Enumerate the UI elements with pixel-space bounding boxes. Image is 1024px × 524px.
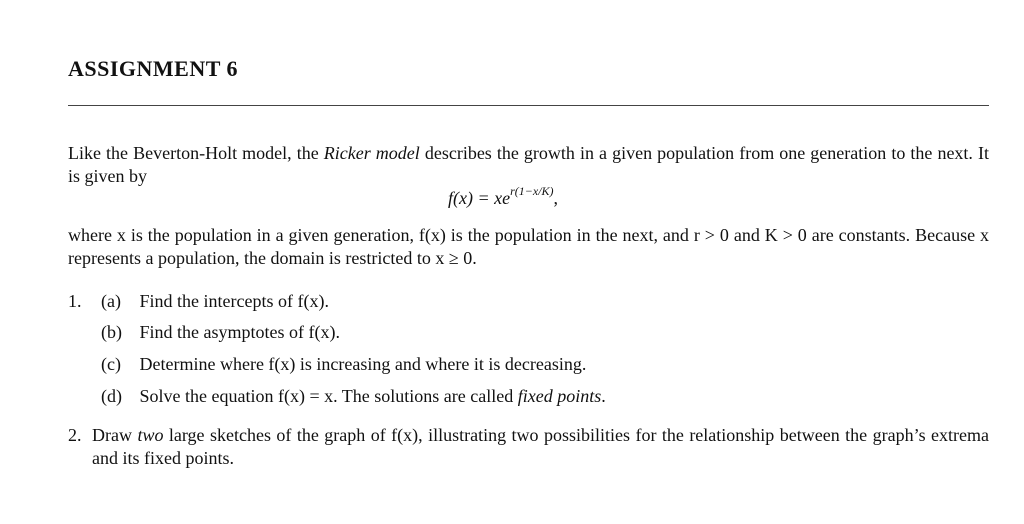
question-1c-text: Determine where f(x) is increasing and where it is decreasing. <box>139 354 587 374</box>
definitions-paragraph: where x is the population in a given generation, f(x) is the population in the next, and r > 0 and K > 0 are constants. Because x represents a population, the domain is restricted to x ≥ 0. <box>68 225 989 268</box>
title-divider <box>68 105 989 106</box>
question-1a <box>101 290 329 313</box>
two-term: two <box>137 425 164 445</box>
question-1a-label: (a) <box>101 291 121 311</box>
question-1d-tail: . <box>601 386 606 406</box>
question-1b-label: (b) <box>101 322 122 342</box>
question-1d <box>101 385 606 408</box>
page-title: ASSIGNMENT 6 <box>68 56 239 81</box>
question-1c <box>101 353 586 376</box>
question-1c-label: (c) <box>101 354 121 374</box>
question-1b-text: Find the asymptotes of f(x). <box>139 322 340 342</box>
intro-text-2: describes the growth in a given population from one generation to the next. It is given by <box>68 143 989 186</box>
question-2-text-after: large sketches of the graph of f(x), illustrating two possibilities for the relationship between the graph’s extrema and its fixed points. <box>92 425 989 468</box>
fixed-points-term: fixed points <box>517 386 602 406</box>
question-1a-text: Find the intercepts of f(x). <box>139 291 329 311</box>
question-1d-label: (d) <box>101 386 122 406</box>
question-1-number: 1. <box>68 291 82 311</box>
question-1b <box>101 321 340 344</box>
ricker-equation <box>448 186 558 209</box>
question-1d-text: Solve the equation f(x) = x. The solutions are called <box>139 386 518 406</box>
intro-text-1: Like the Beverton-Holt model, the <box>68 143 324 163</box>
ricker-model-term: Ricker model <box>323 143 420 163</box>
question-2-text <box>92 424 989 470</box>
equation-tail: , <box>553 188 559 208</box>
equation-exponent: r(1−x/K) <box>510 184 554 198</box>
intro-paragraph <box>68 142 989 188</box>
question-2-number: 2. <box>68 425 82 445</box>
question-2-text-before: Draw <box>92 425 138 445</box>
equation-lhs: f(x) = xe <box>448 188 511 208</box>
